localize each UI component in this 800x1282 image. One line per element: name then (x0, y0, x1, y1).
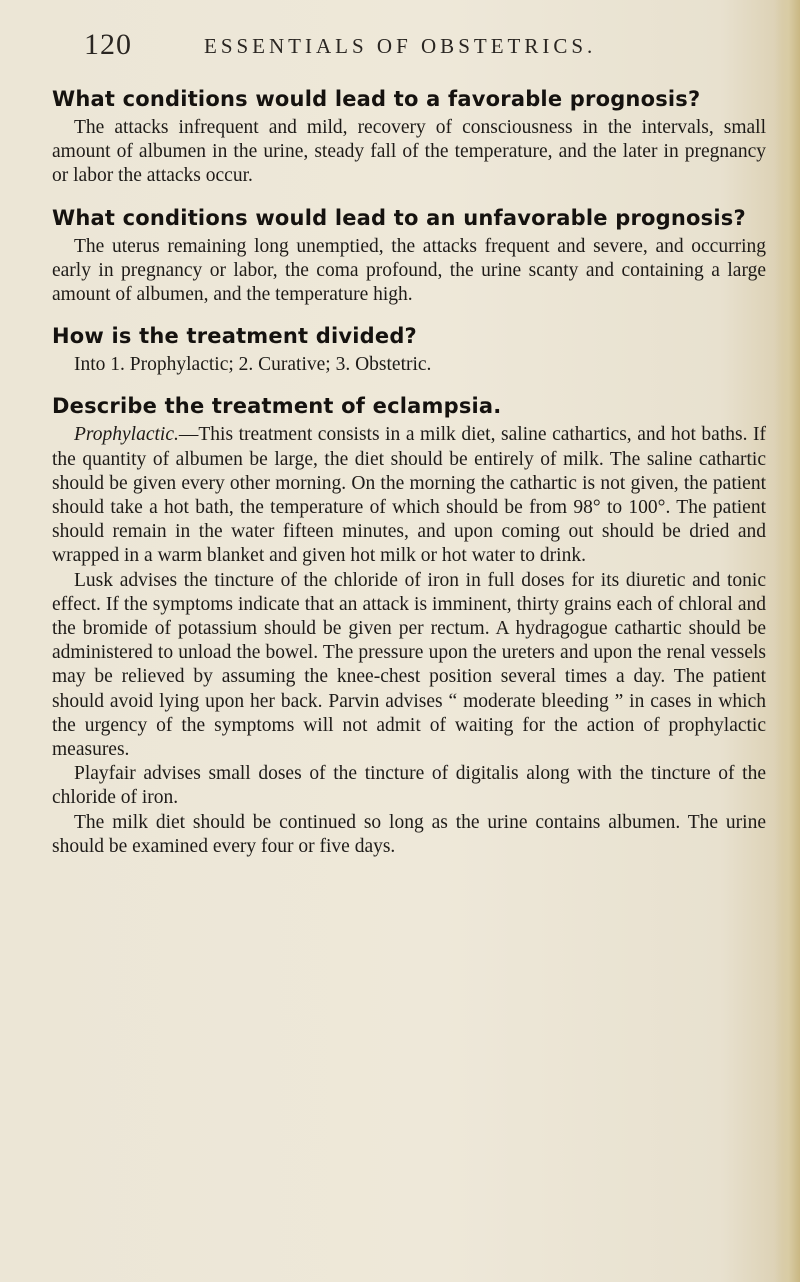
prophylactic-lead: Prophylactic. (74, 424, 179, 446)
lead-dash: — (178, 424, 199, 446)
page-edge-shadow (774, 0, 800, 1282)
page-body (52, 84, 766, 867)
answer-text: The uterus remaining long unemptied, the attacks frequent and severe, and occurring early in pregnancy or labor, the coma profound, the urine scanty and containing a large amount of albumen, and the temperature high. (52, 235, 766, 306)
prophylactic-text: This treatment consists in a milk diet, saline cathartics, and hot baths. If the quantity of albumen be large, the diet should be entirely of milk. The saline cathartic should be given every other morning. On the morning the cathartic is not given, the patient should take a hot bath, the temperature of which should be from 98° to 100°. The patient should remain in the water fifteen minutes, and upon coming out should be dried and wrapped in a warm blanket and given hot milk or hot water to drink. (52, 424, 766, 567)
section-unfavorable-prognosis (52, 203, 766, 308)
question-heading: What conditions would lead to a favorable prognosis? (52, 87, 701, 111)
question-heading: Describe the treatment of eclampsia. (52, 394, 502, 419)
question-heading: How is the treatment divided? (52, 324, 417, 349)
lusk-paragraph: Lusk advises the tincture of the chloride of iron in full doses for its diuretic and tonic effect. If the symptoms indicate that an attack is imminent, thirty grains each of chloral and the bromide of potassium should be given per rectum. A hydragogue cathartic should be administered to unload the bowel. The pressure upon the ureters and upon the renal vessels may be relieved by assuming the knee-chest position several times a day. The patient should avoid lying upon her back. Parvin advises “ moderate bleeding ” in cases in which the urgency of the symptoms will not admit of waiting for the action of prophylactic measures. (52, 569, 766, 761)
answer-text: The attacks infrequent and mild, recovery of consciousness in the intervals, small amount of albumen in the urine, steady fall of the temperature, and the later in pregnancy or labor the attacks occur. (52, 117, 766, 187)
section-treatment-divided (52, 321, 766, 377)
playfair-paragraph: Playfair advises small doses of the tincture of digitalis along with the tincture of the chloride of iron. (52, 763, 766, 809)
milk-diet-paragraph: The milk diet should be continued so long as the urine contains albumen. The urine should be examined every four or five days. (52, 811, 766, 857)
page-header (84, 28, 764, 68)
answer-text: Into 1. Prophylactic; 2. Curative; 3. Obstetric. (74, 354, 432, 376)
question-heading: What conditions would lead to an unfavorable prognosis? (52, 205, 746, 230)
prophylactic-paragraph (52, 423, 766, 568)
section-eclampsia-treatment (52, 391, 766, 859)
running-title: ESSENTIALS OF OBSTETRICS. (204, 34, 597, 58)
page-number: 120 (84, 28, 132, 61)
section-favorable-prognosis (52, 84, 766, 189)
